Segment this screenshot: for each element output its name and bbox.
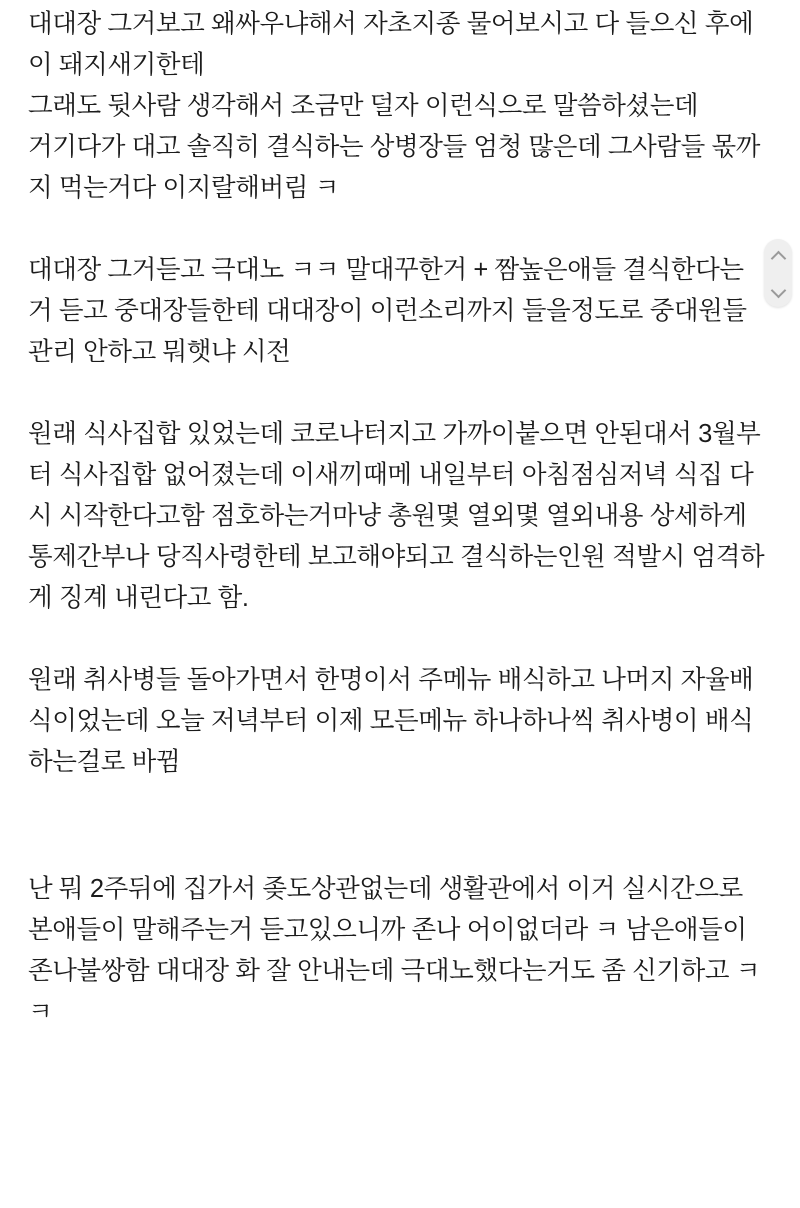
scroll-control[interactable] [764, 239, 792, 307]
chevron-up-icon[interactable] [772, 250, 785, 263]
paragraph-spacer [28, 373, 766, 414]
paragraph-1: 대대장 그거보고 왜싸우냐해서 자초지종 물어보시고 다 들으신 후에 이 돼지새기한테 그래도 뒷사람 생각해서 조금만 덜자 이런식으로 말씀하셨는데 거기다가 대고 솔직히 결식하는 상병장들 엄청 많은데 그사람들 몫까지 먹는거다 이지랄해버림 ㅋ [28, 10, 761, 202]
paragraph-spacer [28, 619, 766, 660]
paragraph-3: 원래 식사집합 있었는데 코로나터지고 가까이붙으면 안된대서 3월부터 식사집합 없어졌는데 이새끼때메 내일부터 아침점심저녁 식집 다시 시작한다고함 점호하는거마냥 총원몇 열외몇 열외내용 상세하게 통제간부나 당직사령한테 보고해야되고 결식하는인원 적발시 엄격하게 징계 내린다고 함. [28, 420, 765, 612]
chevron-down-icon[interactable] [772, 284, 785, 297]
paragraph-spacer [28, 209, 766, 250]
paragraph-2: 대대장 그거듣고 극대노 ㅋㅋ 말대꾸한거 + 짬높은애들 결식한다는거 듣고 중대장들한테 대대장이 이런소리까지 들을정도로 중대원들 관리 안하고 뭐햇냐 시전 [28, 256, 754, 366]
paragraph-spacer [28, 783, 766, 869]
paragraph-4: 원래 취사병들 돌아가면서 한명이서 주메뉴 배식하고 나머지 자율배식이었는데 오늘 저녁부터 이제 모든메뉴 하나하나씩 취사병이 배식하는걸로 바뀜 [28, 666, 754, 776]
paragraph-5: 난 뭐 2주뒤에 집가서 좆도상관없는데 생활관에서 이거 실시간으로 본애들이 말해주는거 듣고있으니까 존나 어이없더라 ㅋ 남은애들이 존나불쌍함 대대장 화 잘 안내는데 극대노했다는거도 좀 신기하고 ㅋㅋ [28, 875, 761, 1026]
